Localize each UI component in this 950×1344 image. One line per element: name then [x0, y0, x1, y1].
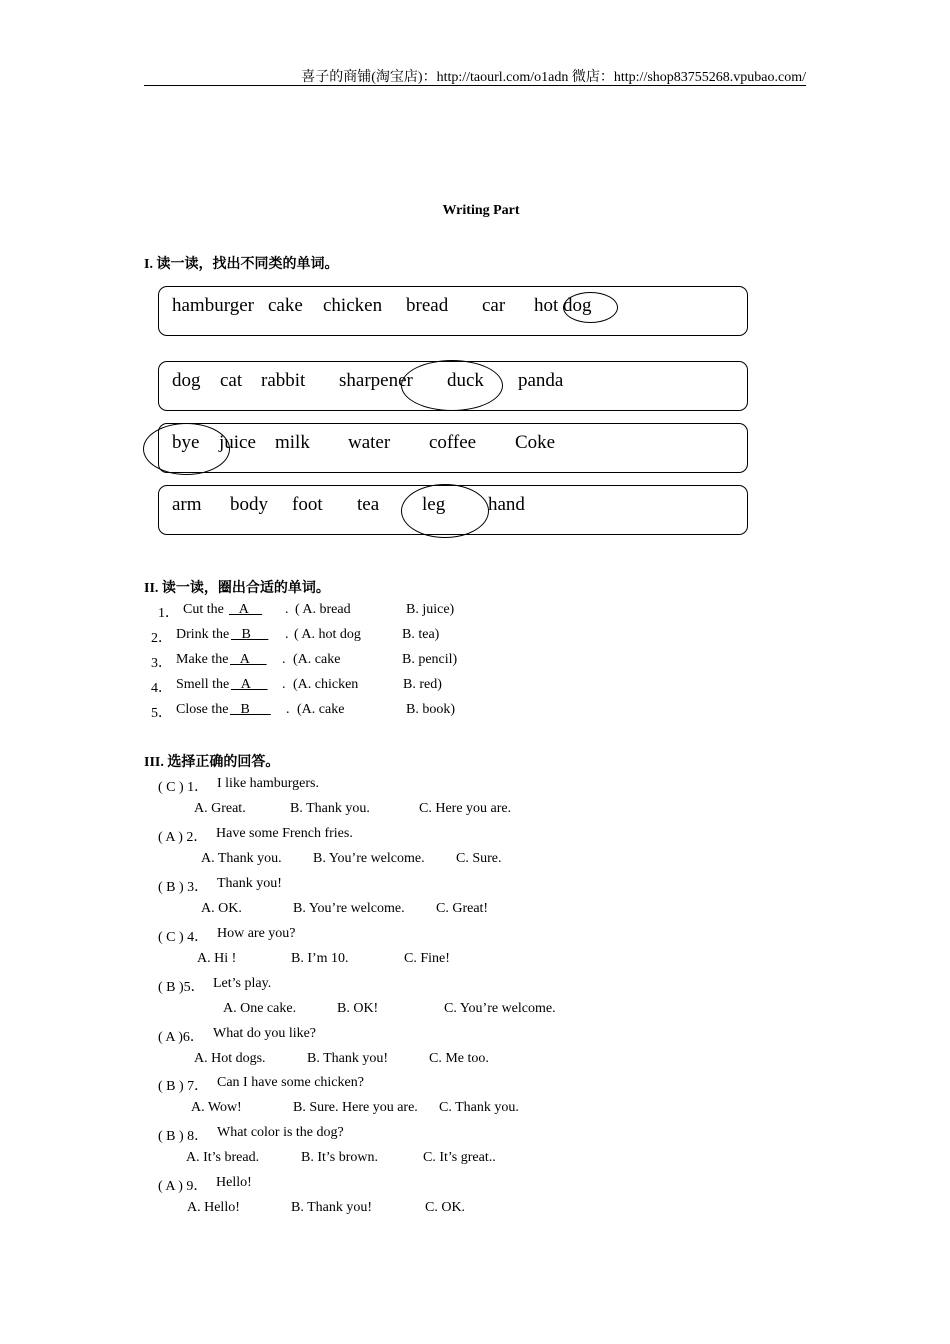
s3-q3-option-c: C. Great!: [436, 901, 489, 916]
s2-item-2-stem: Drink the: [176, 627, 230, 642]
s2-item-1-answer: A: [229, 602, 263, 617]
s2-item-3-stem: Make the: [176, 652, 229, 667]
s3-q3-answer: ( B ) 3．: [158, 880, 209, 895]
s2-item-4-period: .: [282, 677, 286, 692]
s2-item-3-option-b: B. pencil): [402, 652, 458, 667]
s3-q5-option-c: C. You’re welcome.: [444, 1001, 556, 1016]
s3-q8-option-b: B. It’s brown.: [301, 1150, 378, 1165]
s3-q1-question: I like hamburgers.: [217, 776, 319, 791]
section-1-heading: I. 读一读，找出不同类的单词。: [144, 257, 339, 272]
word-box-3-word-6: Coke: [515, 432, 556, 453]
s2-item-4-option-b: B. red): [403, 677, 442, 692]
s3-q4-option-a: A. Hi !: [197, 951, 237, 966]
word-box-4-word-1: arm: [172, 494, 202, 515]
answer-circle-4: [401, 484, 489, 538]
s2-item-5-option-a: (A. cake: [297, 702, 345, 717]
s3-q5-option-a: A. One cake.: [223, 1001, 297, 1016]
s3-q4-answer: ( C ) 4．: [158, 930, 209, 945]
page-title: Writing Part: [442, 203, 520, 218]
word-box-3-word-3: milk: [275, 432, 310, 453]
word-box-1-word-6: hot dog: [534, 295, 592, 316]
s2-item-2-period: .: [285, 627, 289, 642]
s3-q4-option-b: B. I’m 10.: [291, 951, 349, 966]
s3-q3-question: Thank you!: [217, 876, 282, 891]
word-box-1-word-1: hamburger: [172, 295, 254, 316]
word-box-2-word-6: panda: [518, 370, 564, 391]
answer-circle-2: [401, 360, 503, 411]
answer-circle-3: [143, 423, 230, 475]
s2-item-1-period: .: [285, 602, 289, 617]
s3-q4-question: How are you?: [217, 926, 296, 941]
s3-q3-option-b: B. You’re welcome.: [293, 901, 405, 916]
word-box-1-word-5: car: [482, 295, 506, 316]
answer-circle-1: [563, 292, 618, 323]
s2-item-2-answer: B: [231, 627, 269, 642]
s2-item-5-stem: Close the: [176, 702, 229, 717]
word-box-1-word-2: cake: [268, 295, 303, 316]
s3-q7-option-c: C. Thank you.: [439, 1100, 519, 1115]
s3-q5-question: Let’s play.: [213, 976, 272, 991]
s2-item-2-option-b: B. tea): [402, 627, 440, 642]
s3-q3-option-a: A. OK.: [201, 901, 242, 916]
s3-q6-option-b: B. Thank you!: [307, 1051, 389, 1066]
s3-q7-question: Can I have some chicken?: [217, 1075, 364, 1090]
word-box-2-word-5: duck: [447, 370, 484, 391]
word-box-4-word-2: body: [230, 494, 268, 515]
section-2-heading: II. 读一读，圈出合适的单词。: [144, 581, 330, 596]
word-box-2-word-2: cat: [220, 370, 243, 391]
page-header: 喜子的商铺(淘宝店)：http://taourl.com/o1adn 微店：http://shop83755268.vpubao.com/: [301, 70, 806, 85]
s3-q1-answer: ( C ) 1．: [158, 780, 209, 795]
word-box-4-word-6: hand: [488, 494, 525, 515]
s3-q6-option-a: A. Hot dogs.: [194, 1051, 266, 1066]
s3-q8-answer: ( B ) 8．: [158, 1129, 209, 1144]
word-box-2-word-1: dog: [172, 370, 201, 391]
s3-q5-answer: ( B )5．: [158, 980, 205, 995]
header-divider: [144, 85, 806, 86]
word-box-2-word-4: sharpener: [339, 370, 413, 391]
s2-item-1-num: 1．: [158, 606, 179, 621]
s3-q2-question: Have some French fries.: [216, 826, 353, 841]
s2-item-2-option-a: ( A. hot dog: [294, 627, 361, 642]
s2-item-1-option-b: B. juice): [406, 602, 455, 617]
word-box-3-word-2: juice: [219, 432, 256, 453]
s2-item-3-period: .: [282, 652, 286, 667]
s3-q6-answer: ( A )6．: [158, 1030, 204, 1045]
s3-q1-option-a: A. Great.: [194, 801, 246, 816]
s3-q7-option-b: B. Sure. Here you are.: [293, 1100, 418, 1115]
word-box-4-word-5: leg: [422, 494, 446, 515]
s3-q9-option-a: A. Hello!: [187, 1200, 240, 1215]
s3-q8-question: What color is the dog?: [217, 1125, 344, 1140]
s3-q9-option-b: B. Thank you!: [291, 1200, 373, 1215]
word-box-1-word-3: chicken: [323, 295, 383, 316]
s2-item-3-option-a: (A. cake: [293, 652, 341, 667]
s3-q1-option-b: B. Thank you.: [290, 801, 370, 816]
s3-q2-option-c: C. Sure.: [456, 851, 502, 866]
s3-q6-option-c: C. Me too.: [429, 1051, 489, 1066]
s2-item-5-num: 5．: [151, 706, 172, 721]
section-3-heading: III. 选择正确的回答。: [144, 755, 280, 770]
s3-q5-option-b: B. OK!: [337, 1001, 379, 1016]
s3-q8-option-c: C. It’s great..: [423, 1150, 496, 1165]
s3-q7-answer: ( B ) 7．: [158, 1079, 209, 1094]
word-box-3-word-1: bye: [172, 432, 200, 453]
word-box-3-word-4: water: [348, 432, 391, 453]
word-box-1-word-4: bread: [406, 295, 449, 316]
s2-item-5-period: .: [286, 702, 290, 717]
s3-q8-option-a: A. It’s bread.: [186, 1150, 260, 1165]
s3-q2-option-a: A. Thank you.: [201, 851, 282, 866]
s2-item-1-option-a: ( A. bread: [295, 602, 351, 617]
s2-item-3-answer: A: [230, 652, 267, 667]
s3-q1-option-c: C. Here you are.: [419, 801, 512, 816]
s2-item-3-num: 3．: [151, 656, 172, 671]
s2-item-4-answer: A: [231, 677, 268, 692]
s3-q2-option-b: B. You’re welcome.: [313, 851, 425, 866]
s3-q9-question: Hello!: [216, 1175, 252, 1190]
s3-q2-answer: ( A ) 2．: [158, 830, 208, 845]
s2-item-4-num: 4．: [151, 681, 172, 696]
s3-q4-option-c: C. Fine!: [404, 951, 450, 966]
s3-q9-option-c: C. OK.: [425, 1200, 466, 1215]
s2-item-5-option-b: B. book): [406, 702, 455, 717]
s3-q6-question: What do you like?: [213, 1026, 317, 1041]
word-box-2-word-3: rabbit: [261, 370, 306, 391]
s2-item-4-option-a: (A. chicken: [293, 677, 359, 692]
s2-item-5-answer: B: [230, 702, 271, 717]
word-box-3-word-5: coffee: [429, 432, 477, 453]
word-box-4-word-3: foot: [292, 494, 323, 515]
s3-q9-answer: ( A ) 9．: [158, 1179, 208, 1194]
word-box-4-word-4: tea: [357, 494, 380, 515]
s3-q7-option-a: A. Wow!: [191, 1100, 242, 1115]
s2-item-1-stem: Cut the: [183, 602, 224, 617]
s2-item-4-stem: Smell the: [176, 677, 230, 692]
s2-item-2-num: 2．: [151, 631, 172, 646]
